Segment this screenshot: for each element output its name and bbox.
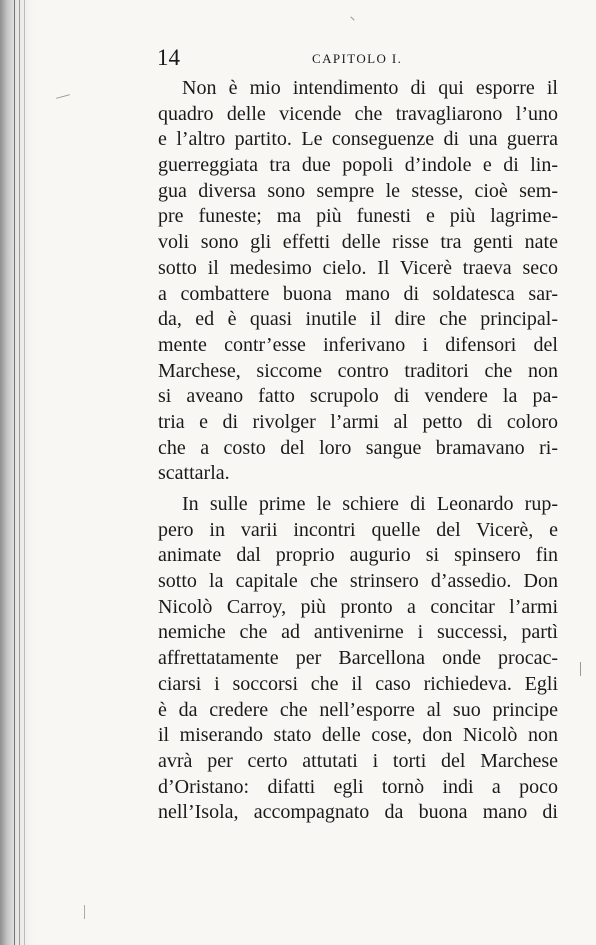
- paper-speck: [84, 905, 85, 919]
- text-line: pero in varii incontri quelle del Vicerè, e: [158, 518, 558, 541]
- text-line: il miserando stato delle cose, don Nicolò non: [158, 724, 558, 747]
- text-line: da, ed è quasi inutile il dire che principal-: [158, 308, 558, 331]
- paper-speck: [350, 16, 354, 20]
- text-line: gua diversa sono sempre le stesse, cioè sem-: [158, 179, 558, 202]
- text-line: nemiche che ad antivenirne i successi, partì: [158, 621, 558, 644]
- text-line: che a costo del loro sangue bramavano ri-: [158, 436, 558, 459]
- gutter-shadow-line: [19, 0, 20, 945]
- binding-gutter: [0, 0, 34, 945]
- gutter-shadow-line: [24, 0, 25, 945]
- text-line: Non è mio intendimento di qui esporre il: [182, 77, 558, 99]
- paragraph-1: [158, 76, 558, 487]
- page-header: [157, 41, 557, 71]
- gutter-shadow-line: [14, 0, 15, 945]
- text-line: nell’Isola, accompagnato da buona mano di: [158, 801, 558, 824]
- text-line: avrà per certo attutati i torti del Marchese: [158, 749, 558, 772]
- text-line: animate dal proprio augurio si spinsero fin: [158, 544, 558, 567]
- text-line: mente contr’esse inferivano i difensori del: [158, 333, 558, 356]
- text-line: In sulle prime le schiere di Leonardo rup-: [182, 493, 558, 515]
- page-number: 14: [157, 45, 180, 70]
- text-line: affrettatamente per Barcellona onde procac-: [158, 647, 558, 670]
- text-line: sotto il medesimo cielo. Il Vicerè traeva seco: [158, 256, 558, 279]
- paragraph-2: [158, 492, 558, 826]
- text-line: si aveano fatto scrupolo di vendere la pa-: [158, 385, 558, 408]
- margin-pen-mark: [56, 94, 70, 99]
- text-line: sotto la capitale che strinsero d’assedio. Don: [158, 570, 558, 593]
- text-line: quadro delle vicende che travagliarono l’uno: [158, 102, 558, 125]
- text-line: ciarsi i soccorsi che il caso richiedeva. Egli: [158, 672, 558, 695]
- text-line: pre funeste; ma più funesti e più lagrime-: [158, 205, 558, 228]
- margin-pen-mark: [580, 662, 581, 676]
- text-line: voli sono gli effetti delle risse tra genti nate: [158, 231, 558, 254]
- text-line: tria e di rivolger l’armi al petto di coloro: [158, 410, 558, 433]
- body-text: [158, 76, 558, 826]
- text-line: scattarla.: [158, 462, 230, 485]
- text-line: Nicolò Carroy, più pronto a concitar l’armi: [158, 595, 558, 618]
- text-line: guerreggiata tra due popoli d’indole e di lin-: [158, 154, 558, 177]
- running-title: CAPITOLO I.: [312, 51, 403, 66]
- text-line: Marchese, siccome contro traditori che non: [158, 359, 558, 382]
- text-line: d’Oristano: difatti egli tornò indi a poco: [158, 775, 558, 798]
- text-line: è da credere che nell’esporre al suo principe: [158, 698, 558, 721]
- text-line: e l’altro partito. Le conseguenze di una guerra: [158, 128, 558, 151]
- text-line: a combattere buona mano di soldatesca sar-: [158, 282, 558, 305]
